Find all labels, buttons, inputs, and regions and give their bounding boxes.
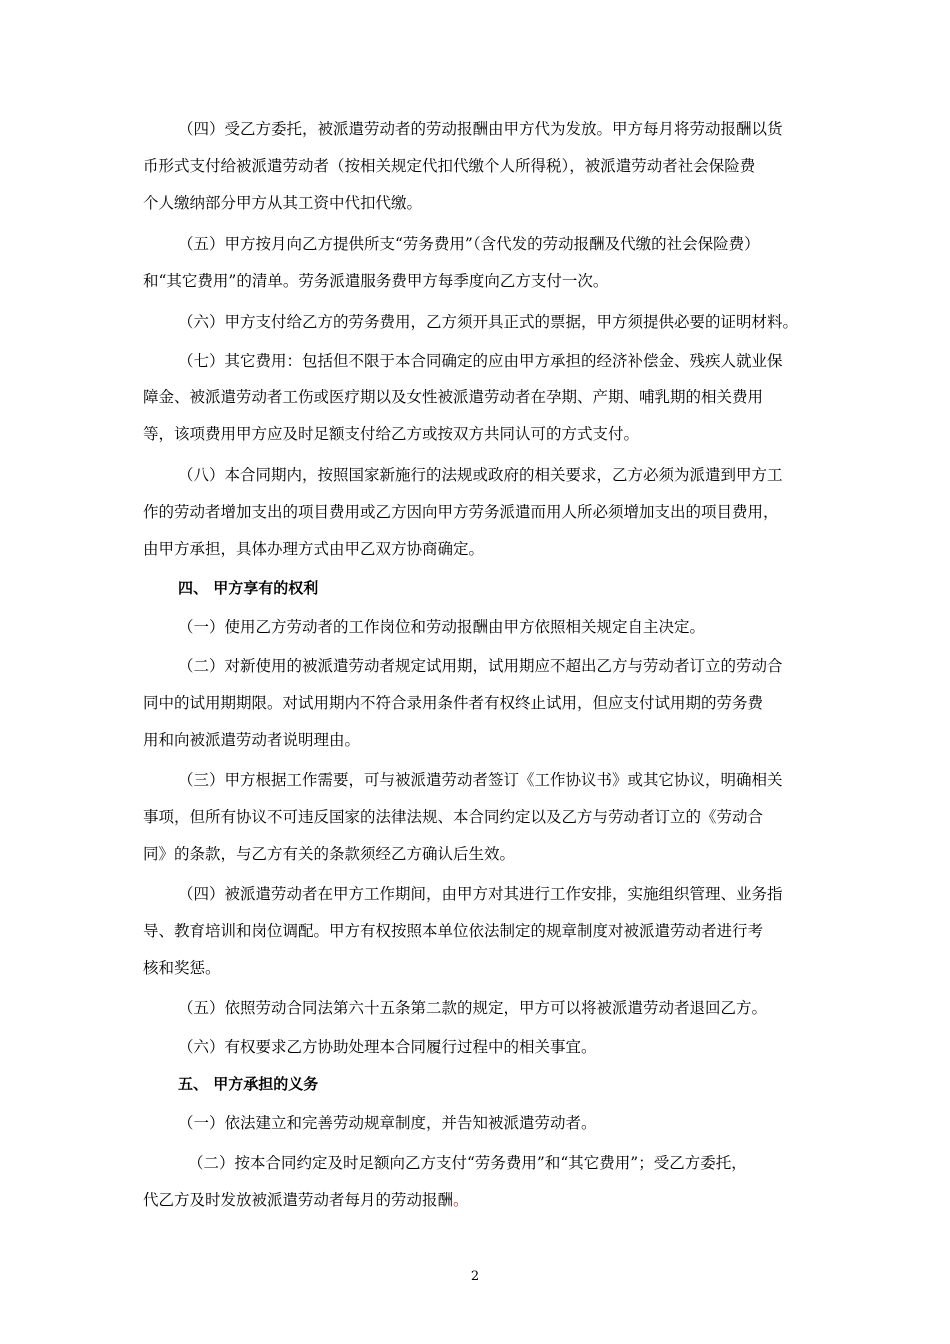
paragraph-line: （一）使用乙方劳动者的工作岗位和劳动报酬由甲方依照相关规定自主决定。 [178,618,706,636]
red-period: 。 [453,1191,469,1209]
paragraph-text: 代乙方及时发放被派遣劳动者每月的劳动报酬 [143,1191,454,1209]
paragraph-line: 币形式支付给被派遣劳动者（按相关规定代扣代缴个人所得税），被派遣劳动者社会保险费 [143,157,756,175]
paragraph-line: （七）其它费用：包括但不限于本合同确定的应由甲方承担的经济补偿金、残疾人就业保 [178,352,783,370]
paragraph-line: 和“其它费用”的清单。劳务派遣服务费甲方每季度向乙方支付一次。 [143,272,609,290]
paragraph-line: （一）依法建立和完善劳动规章制度，并告知被派遣劳动者。 [178,1114,597,1132]
paragraph-line: （二）对新使用的被派遣劳动者规定试用期，试用期应不超出乙方与劳动者订立的劳动合 [178,657,783,675]
paragraph-line [143,1189,469,1211]
paragraph-line: （三）甲方根据工作需要，可与被派遣劳动者签订《工作协议书》或其它协议，明确相关 [178,771,783,789]
paragraph-line: 同中的试用期期限。对试用期内不符合录用条件者有权终止试用，但应支付试用期的劳务费 [143,694,764,712]
paragraph-line: 障金、被派遣劳动者工伤或医疗期以及女性被派遣劳动者在孕期、产期、哺乳期的相关费用 [143,388,764,406]
paragraph-line: （八）本合同期内，按照国家新施行的法规或政府的相关要求，乙方必须为派遣到甲方工 [178,466,783,484]
paragraph-line: 等，该项费用甲方应及时足额支付给乙方或按双方共同认可的方式支付。 [143,425,640,443]
paragraph-line: （五）依照劳动合同法第六十五条第二款的规定，甲方可以将被派遣劳动者退回乙方。 [178,999,768,1017]
paragraph-line: 事项，但所有协议不可违反国家的法律法规、本合同约定以及乙方与劳动者订立的《劳动合 [143,808,764,826]
paragraph-line: 个人缴纳部分甲方从其工资中代扣代缴。 [143,194,423,212]
paragraph-line: 作的劳动者增加支出的项目费用或乙方因向甲方劳务派遣而用人所必须增加支出的项目费用， [143,503,779,521]
paragraph-line: 用和向被派遣劳动者说明理由。 [143,731,361,749]
paragraph-line: （六）有权要求乙方协助处理本合同履行过程中的相关事宜。 [178,1038,597,1056]
page-number: 2 [470,1269,480,1284]
paragraph-line: （六）甲方支付给乙方的劳务费用，乙方须开具正式的票据，甲方须提供必要的证明材料。 [178,313,799,331]
paragraph-line: 核和奖惩。 [143,959,221,977]
paragraph-line: 由甲方承担，具体办理方式由甲乙双方协商确定。 [143,540,485,558]
paragraph-line: （四）被派遣劳动者在甲方工作期间，由甲方对其进行工作安排，实施组织管理、业务指 [178,885,783,903]
paragraph-line: 同》的条款，与乙方有关的条款须经乙方确认后生效。 [143,845,516,863]
paragraph-line: （二）按本合同约定及时足额向乙方支付“劳务费用”和“其它费用”；受乙方委托， [188,1154,747,1172]
paragraph-line: （四）受乙方委托，被派遣劳动者的劳动报酬由甲方代为发放。甲方每月将劳动报酬以货 [178,120,783,138]
section-heading: 四、 甲方享有的权利 [178,579,319,597]
section-heading: 五、 甲方承担的义务 [178,1075,319,1093]
paragraph-line: 导、教育培训和岗位调配。甲方有权按照本单位依法制定的规章制度对被派遣劳动者进行考 [143,922,764,940]
paragraph-line: （五）甲方按月向乙方提供所支“劳务费用”（含代发的劳动报酬及代缴的社会保险费） [178,235,760,253]
